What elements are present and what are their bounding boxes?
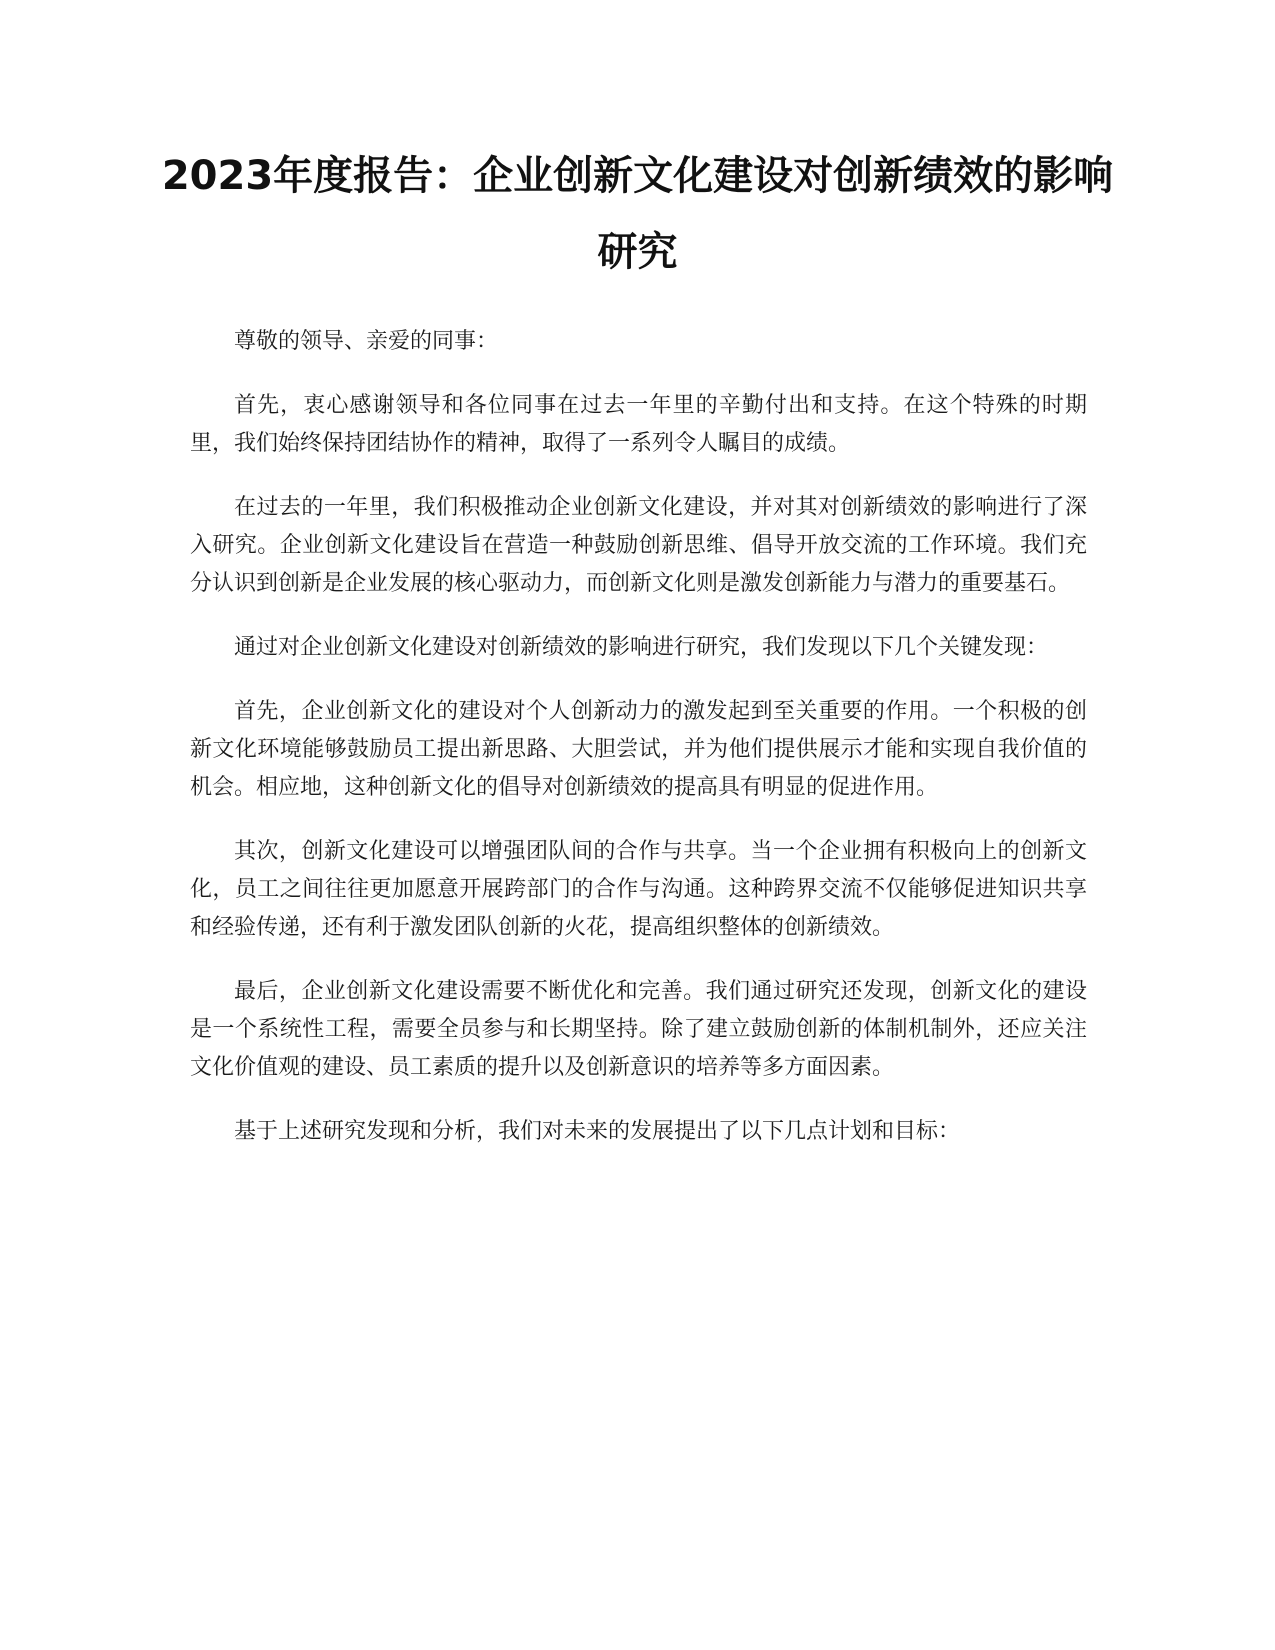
- finding-three-paragraph: 最后，企业创新文化建设需要不断优化和完善。我们通过研究还发现，创新文化的建设是一个系统性工程，需要全员参与和长期坚持。除了建立鼓励创新的体制机制外，还应关注文化价值观的建设、员工素质的提升以及创新意识的培养等多方面因素。: [190, 979, 1087, 1080]
- findings-lead-paragraph: 通过对企业创新文化建设对创新绩效的影响进行研究，我们发现以下几个关键发现：: [234, 635, 1049, 660]
- intro-paragraph: 在过去的一年里，我们积极推动企业创新文化建设，并对其对创新绩效的影响进行了深入研究。企业创新文化建设旨在营造一种鼓励创新思维、倡导开放交流的工作环境。我们充分认识到创新是企业发展的核心驱动力，而创新文化则是激发创新能力与潜力的重要基石。: [190, 495, 1087, 596]
- document-title: 2023年度报告：企业创新文化建设对创新绩效的影响研究: [161, 153, 1114, 275]
- plans-lead-paragraph: 基于上述研究发现和分析，我们对未来的发展提出了以下几点计划和目标：: [234, 1119, 961, 1144]
- thanks-paragraph: 首先，衷心感谢领导和各位同事在过去一年里的辛勤付出和支持。在这个特殊的时期里，我们始终保持团结协作的精神，取得了一系列令人瞩目的成绩。: [190, 393, 1087, 456]
- document-body: [190, 323, 1087, 1177]
- finding-two-paragraph: 其次，创新文化建设可以增强团队间的合作与共享。当一个企业拥有积极向上的创新文化，员工之间往往更加愿意开展跨部门的合作与沟通。这种跨界交流不仅能够促进知识共享和经验传递，还有利于激发团队创新的火花，提高组织整体的创新绩效。: [190, 839, 1087, 940]
- finding-one-paragraph: 首先，企业创新文化的建设对个人创新动力的激发起到至关重要的作用。一个积极的创新文化环境能够鼓励员工提出新思路、大胆尝试，并为他们提供展示才能和实现自我价值的机会。相应地，这种创新文化的倡导对创新绩效的提高具有明显的促进作用。: [190, 699, 1087, 800]
- salutation-paragraph: 尊敬的领导、亲爱的同事：: [234, 329, 499, 354]
